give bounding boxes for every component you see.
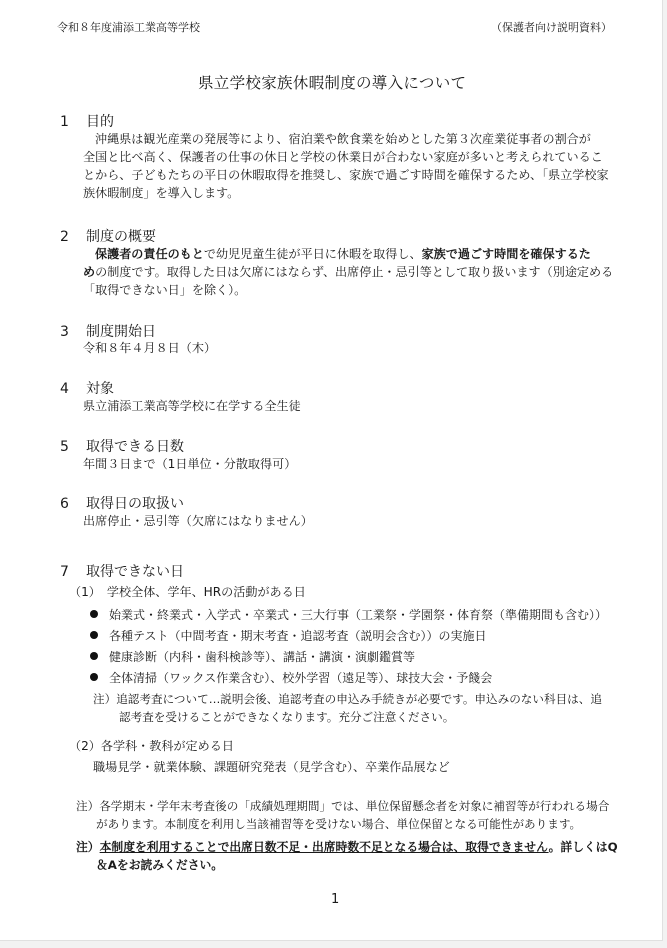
section-number: 7 (60, 564, 69, 580)
document-type-label: （保護者向け説明資料） (491, 21, 612, 34)
section-5-text: 年間３日まで（1日単位・分散取得可） (83, 457, 297, 471)
section-6-text: 出席停止・忌引等（欠席にはなりません） (83, 514, 313, 528)
bullet-icon (90, 673, 98, 681)
section-number: 4 (60, 381, 69, 397)
document-title: 県立学校家族休暇制度の導入について (198, 74, 467, 92)
section-title: 制度の概要 (86, 229, 156, 245)
list-item: 全体清掃（ワックス作業含む）、校外学習（遠足等）、球技大会・予餞会 (90, 669, 630, 685)
section-2-heading (60, 226, 156, 246)
section-title: 取得できる日数 (86, 439, 184, 455)
section-number: 6 (60, 496, 69, 512)
page-number: 1 (331, 892, 340, 907)
section-title: 対象 (86, 381, 114, 397)
section-title: 取得日の取扱い (86, 496, 184, 512)
list-item: 始業式・終業式・入学式・卒業式・三大行事（工業祭・学園祭・体育祭（準備期間も含む）） (90, 606, 630, 622)
note-2-line-2: ＆Aをお読みください。 (96, 858, 224, 872)
section-3-heading (60, 321, 156, 341)
list-item: 各種テスト（中間考査・期末考査・追認考査（説明会含む））の実施日 (90, 627, 630, 643)
section-number: 1 (60, 114, 69, 130)
subsection-1-label: （1） 学校全体、学年、HRの活動がある日 (69, 585, 306, 599)
subsection-1-note-line-1: 注）追認考査について…説明会後、追認考査の申込み手続きが必要です。申込みのない科目は、追 (93, 692, 602, 706)
bullet-icon (90, 652, 98, 660)
section-title: 目的 (86, 114, 114, 130)
section-4-heading (60, 378, 114, 398)
note-1-line-2: があります。本制度を利用し当該補習等を受けない場合、単位保留となる可能性があります。 (96, 817, 582, 831)
note-2-line-1: 注）本制度を利用することで出席日数不足・出席時数不足となる場合は、取得できません。詳しくはQ (76, 840, 618, 854)
subsection-2-text: 職場見学・就業体験、課題研究発表（見学含む）、卒業作品展など (93, 760, 450, 774)
section-2-body: 保護者の責任のもとで幼児児童生徒が平日に休暇を取得し、家族で過ごす時間を確保するた めの制度です。取得した日は欠席にはならず、出席停止・忌引等として取り扱います（別途定める 「取得できない日」を除く）。 (83, 247, 614, 297)
subsection-1-note-line-2: 認考査を受けることができなくなります。充分ご注意ください。 (119, 710, 455, 724)
bullet-icon (90, 610, 98, 618)
section-title: 取得できない日 (86, 564, 184, 580)
section-3-text: 令和８年４月８日（木） (83, 341, 217, 355)
section-7-heading (60, 561, 184, 581)
note-1-line-1: 注）各学期末・学年末考査後の「成績処理期間」では、単位保留懸念者を対象に補習等が行われる場合 (76, 799, 610, 813)
school-header: 令和８年度浦添工業高等学校 (57, 21, 200, 34)
bullet-icon (90, 631, 98, 639)
section-title: 制度開始日 (86, 324, 156, 340)
section-number: 5 (60, 439, 69, 455)
section-6-heading (60, 493, 184, 513)
section-1-body: 沖縄県は観光産業の発展等により、宿泊業や飲食業を始めとした第３次産業従事者の割合が 全国と比べ高く、保護者の仕事の休日と学校の休業日が合わない家庭が多いと考えられているこ とから、子どもたちの平日の休暇取得を推奨し、家族で過ごす時間を確保するため、「県立学校家 族休暇制度」を導入します。 (83, 132, 609, 200)
section-4-text: 県立浦添工業高等学校に在学する全生徒 (83, 399, 301, 413)
list-item: 健康診断（内科・歯科検診等）、講話・講演・演劇鑑賞等 (90, 648, 630, 664)
section-5-heading (60, 436, 184, 456)
section-number: 3 (60, 324, 69, 340)
section-1-heading (60, 111, 114, 131)
subsection-2-label: （2）各学科・教科が定める日 (69, 739, 234, 753)
section-number: 2 (60, 229, 69, 245)
